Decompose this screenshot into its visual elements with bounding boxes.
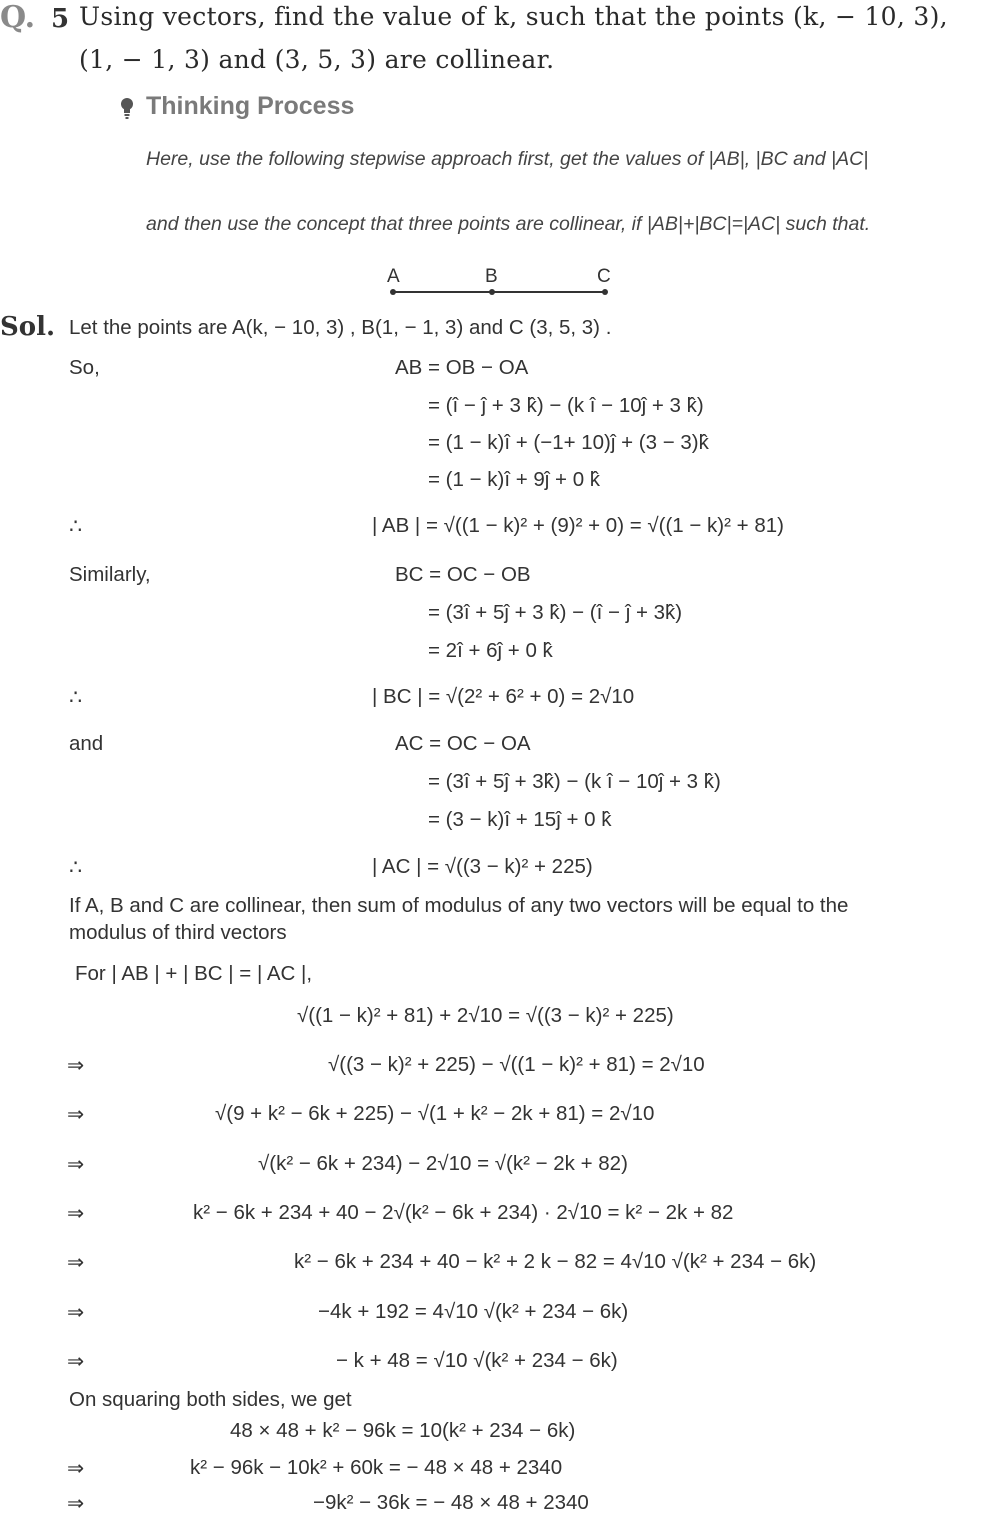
solution-line-lhs: So, <box>69 356 100 379</box>
step-eq: k² − 6k + 234 + 40 − k² + 2 k − 82 = 4√10 √(k² + 234 − 6k) <box>294 1250 817 1273</box>
implies-symbol: ⇒ <box>67 1202 85 1225</box>
collinear-condition-line2: modulus of third vectors <box>69 921 287 944</box>
therefore-symbol: ∴ <box>69 515 83 538</box>
implies-symbol: ⇒ <box>67 1492 85 1515</box>
for-condition: For | AB | + | BC | = | AC |, <box>75 962 313 985</box>
bulb-icon <box>120 97 134 119</box>
question-number: 5 <box>51 4 70 34</box>
point-c <box>602 289 608 295</box>
point-a <box>390 289 396 295</box>
implies-symbol: ⇒ <box>67 1153 85 1176</box>
solution-line-eq: = (3î + 5ĵ + 3 k̂) − (î − ĵ + 3k̂) <box>428 601 683 624</box>
final-eq: −9k² − 36k = − 48 × 48 + 2340 <box>313 1491 589 1514</box>
implies-symbol: ⇒ <box>67 1054 85 1077</box>
step-eq: √((1 − k)² + 81) + 2√10 = √((3 − k)² + 225) <box>297 1004 674 1027</box>
point-label-b: B <box>485 266 498 287</box>
solution-line-eq: AC = OC − OA <box>395 732 531 755</box>
thinking-process-heading: Thinking Process <box>146 92 355 120</box>
solution-line-eq: = (1 − k)î + 9ĵ + 0 k̂ <box>428 468 601 491</box>
solution-line-eq: = (3 − k)î + 15ĵ + 0 k̂ <box>428 808 612 831</box>
solution-line-eq: | BC | = √(2² + 6² + 0) = 2√10 <box>372 685 635 708</box>
solution-intro: Let the points are A(k, − 10, 3) , B(1, − 1, 3) and C (3, 5, 3) . <box>69 316 612 339</box>
collinear-condition-line1: If A, B and C are collinear, then sum of modulus of any two vectors will be equal to the <box>69 894 849 917</box>
solution-line-eq: = 2î + 6ĵ + 0 k̂ <box>428 639 553 662</box>
point-label-a: A <box>387 266 400 287</box>
solution-line-lhs: Similarly, <box>69 563 151 586</box>
squaring-text: On squaring both sides, we get <box>69 1388 352 1411</box>
point-label-c: C <box>597 266 611 287</box>
collinear-points-diagram <box>380 262 620 302</box>
solution-line-eq: BC = OC − OB <box>395 563 531 586</box>
implies-symbol: ⇒ <box>67 1350 85 1373</box>
point-b <box>489 289 495 295</box>
step-eq: √(9 + k² − 6k + 225) − √(1 + k² − 2k + 81) = 2√10 <box>215 1102 655 1125</box>
solution-line-eq: = (î − ĵ + 3 k̂) − (k î − 10ĵ + 3 k̂) <box>428 394 704 417</box>
question-text-line1: Using vectors, find the value of k, such that the points (k, − 10, 3), <box>79 2 948 31</box>
thinking-process-line2: and then use the concept that three points are collinear, if |AB|+|BC|=|AC| such that. <box>146 213 871 235</box>
step-eq: − k + 48 = √10 √(k² + 234 − 6k) <box>336 1349 618 1372</box>
question-text-line2: (1, − 1, 3) and (3, 5, 3) are collinear. <box>79 45 555 74</box>
thinking-process-line1: Here, use the following stepwise approach first, get the values of |AB|, |BC and |AC| <box>146 148 869 170</box>
final-eq: k² − 96k − 10k² + 60k = − 48 × 48 + 2340 <box>190 1456 563 1479</box>
step-eq: k² − 6k + 234 + 40 − 2√(k² − 6k + 234) · 2√10 = k² − 2k + 82 <box>193 1201 734 1224</box>
step-eq: √((3 − k)² + 225) − √((1 − k)² + 81) = 2√10 <box>328 1053 705 1076</box>
solution-line-lhs: and <box>69 732 104 755</box>
solution-line-eq: | AB | = √((1 − k)² + (9)² + 0) = √((1 − k)² + 81) <box>372 514 784 537</box>
solution-label: Sol. <box>0 312 56 342</box>
implies-symbol: ⇒ <box>67 1301 85 1324</box>
final-eq: 48 × 48 + k² − 96k = 10(k² + 234 − 6k) <box>230 1419 576 1442</box>
therefore-symbol: ∴ <box>69 856 83 879</box>
implies-symbol: ⇒ <box>67 1457 85 1480</box>
solution-line-eq: AB = OB − OA <box>395 356 529 379</box>
therefore-symbol: ∴ <box>69 686 83 709</box>
solution-line-eq: | AC | = √((3 − k)² + 225) <box>372 855 593 878</box>
question-label: Q. <box>0 0 36 35</box>
implies-symbol: ⇒ <box>67 1251 85 1274</box>
solution-line-eq: = (3î + 5ĵ + 3k̂) − (k î − 10ĵ + 3 k̂) <box>428 770 721 793</box>
step-eq: −4k + 192 = 4√10 √(k² + 234 − 6k) <box>318 1300 629 1323</box>
implies-symbol: ⇒ <box>67 1103 85 1126</box>
step-eq: √(k² − 6k + 234) − 2√10 = √(k² − 2k + 82) <box>258 1152 628 1175</box>
solution-line-eq: = (1 − k)î + (−1+ 10)ĵ + (3 − 3)k̂ <box>428 431 709 454</box>
